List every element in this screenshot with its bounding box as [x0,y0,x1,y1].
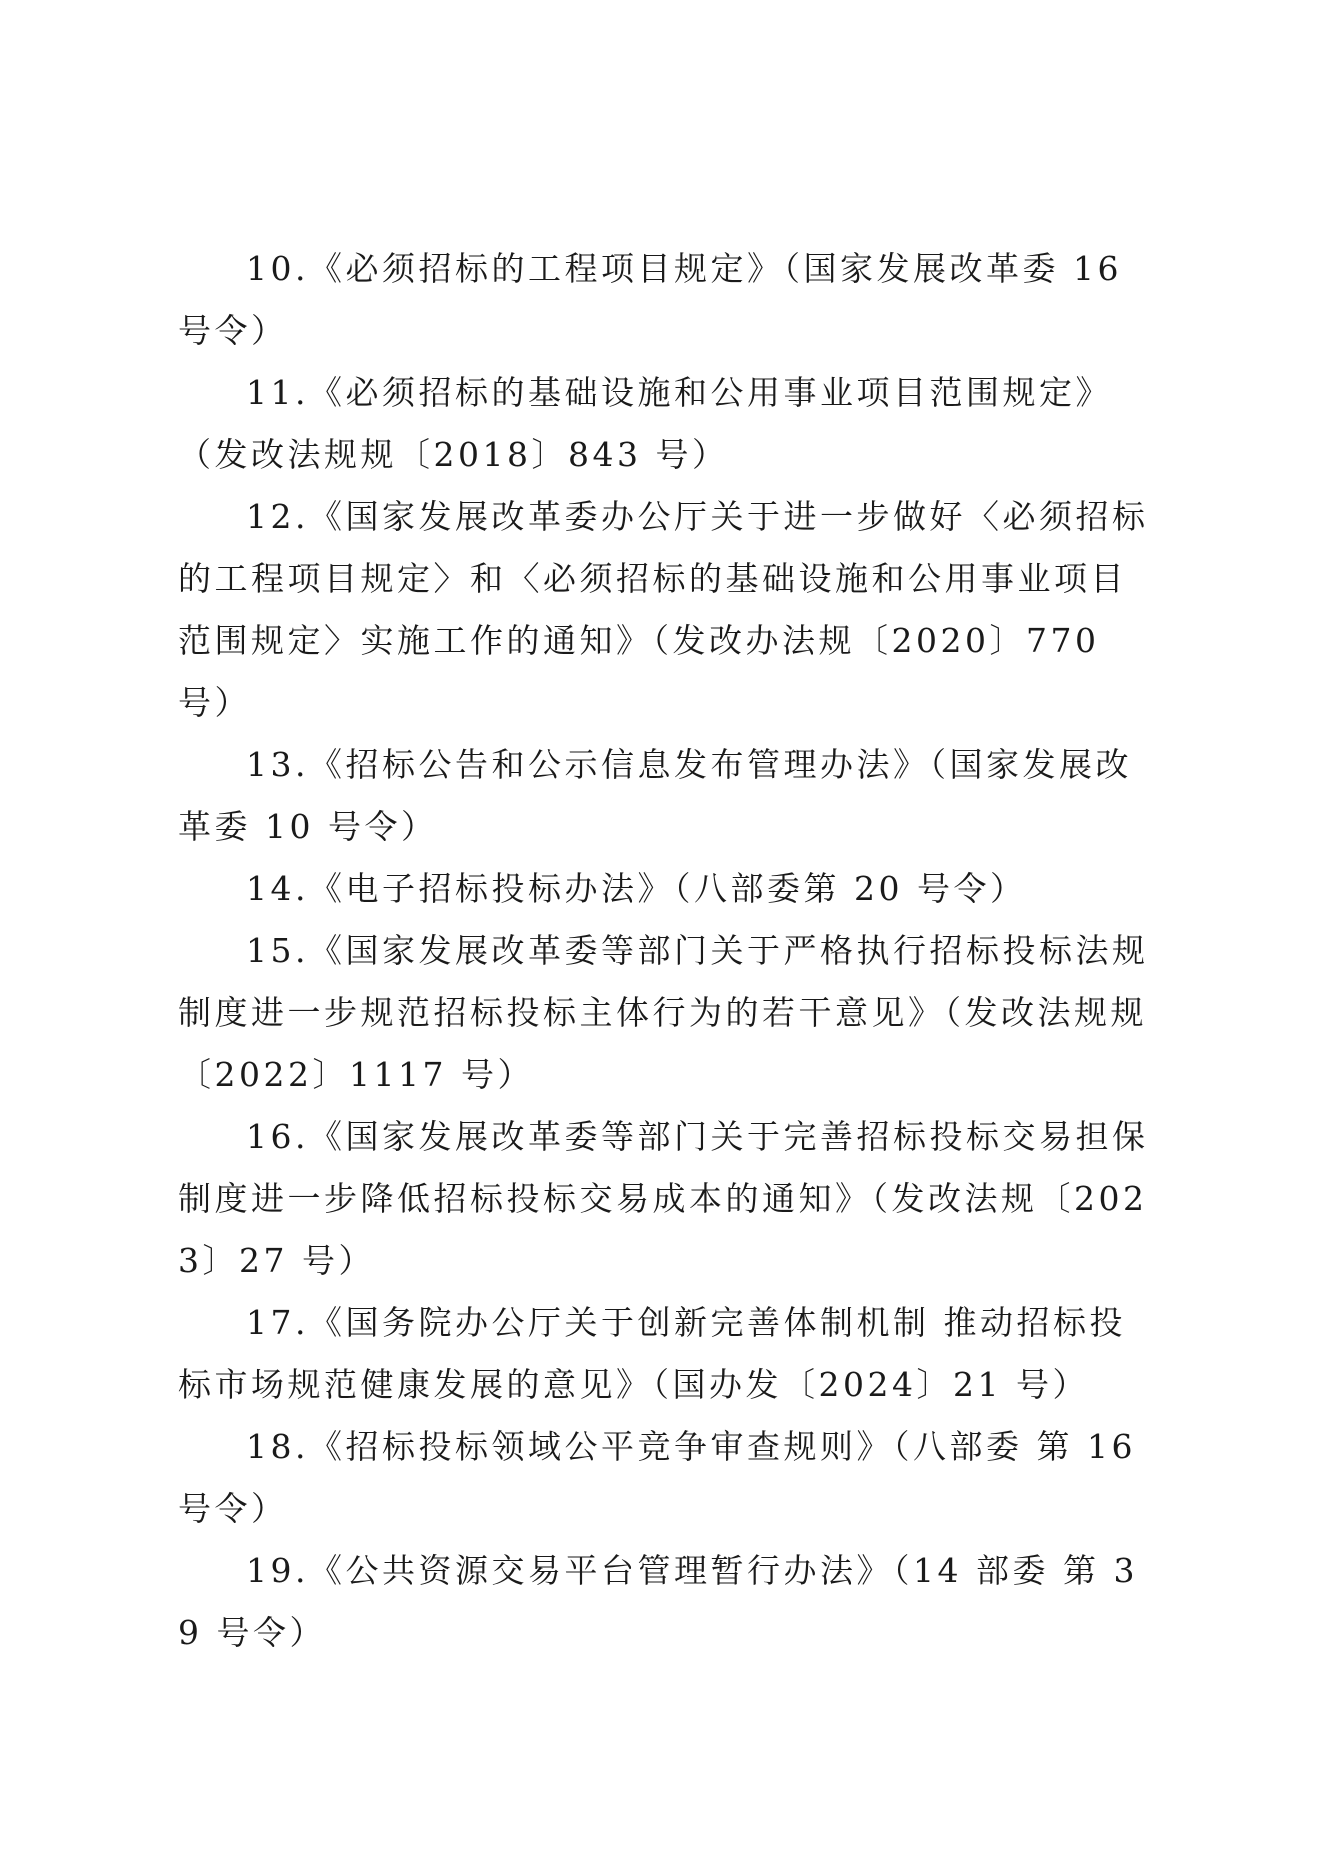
list-item-12: 12.《国家发展改革委办公厅关于进一步做好〈必须招标的工程项目规定〉和〈必须招标的基础设施和公用事业项目范围规定〉实施工作的通知》（发改办法规〔2020〕770 号） [178,497,1149,722]
list-item-11: 11.《必须招标的基础设施和公用事业项目范围规定》（发改法规规〔2018〕843 号） [178,373,1112,474]
list-item-10: 10.《必须招标的工程项目规定》（国家发展改革委 16 号令） [178,249,1122,350]
list-item-16: 16.《国家发展改革委等部门关于完善招标投标交易担保制度进一步降低招标投标交易成本的通知》（发改法规〔2023〕27 号） [178,1117,1149,1280]
list-item-13: 13.《招标公告和公示信息发布管理办法》（国家发展改革委 10 号令） [178,745,1132,846]
regulation-list [178,238,1153,1664]
list-item-19: 19.《公共资源交易平台管理暂行办法》（14 部委 第 39 号令） [178,1551,1138,1652]
list-item-18: 18.《招标投标领域公平竞争审查规则》（八部委 第 16 号令） [178,1427,1136,1528]
list-item-17: 17.《国务院办公厅关于创新完善体制机制 推动招标投标市场规范健康发展的意见》（国办发〔2024〕21 号） [178,1303,1126,1404]
list-item-15: 15.《国家发展改革委等部门关于严格执行招标投标法规制度进一步规范招标投标主体行为的若干意见》（发改法规规〔2022〕1117 号） [178,931,1149,1094]
list-item-14: 14.《电子招标投标办法》（八部委第 20 号令） [246,869,1027,908]
